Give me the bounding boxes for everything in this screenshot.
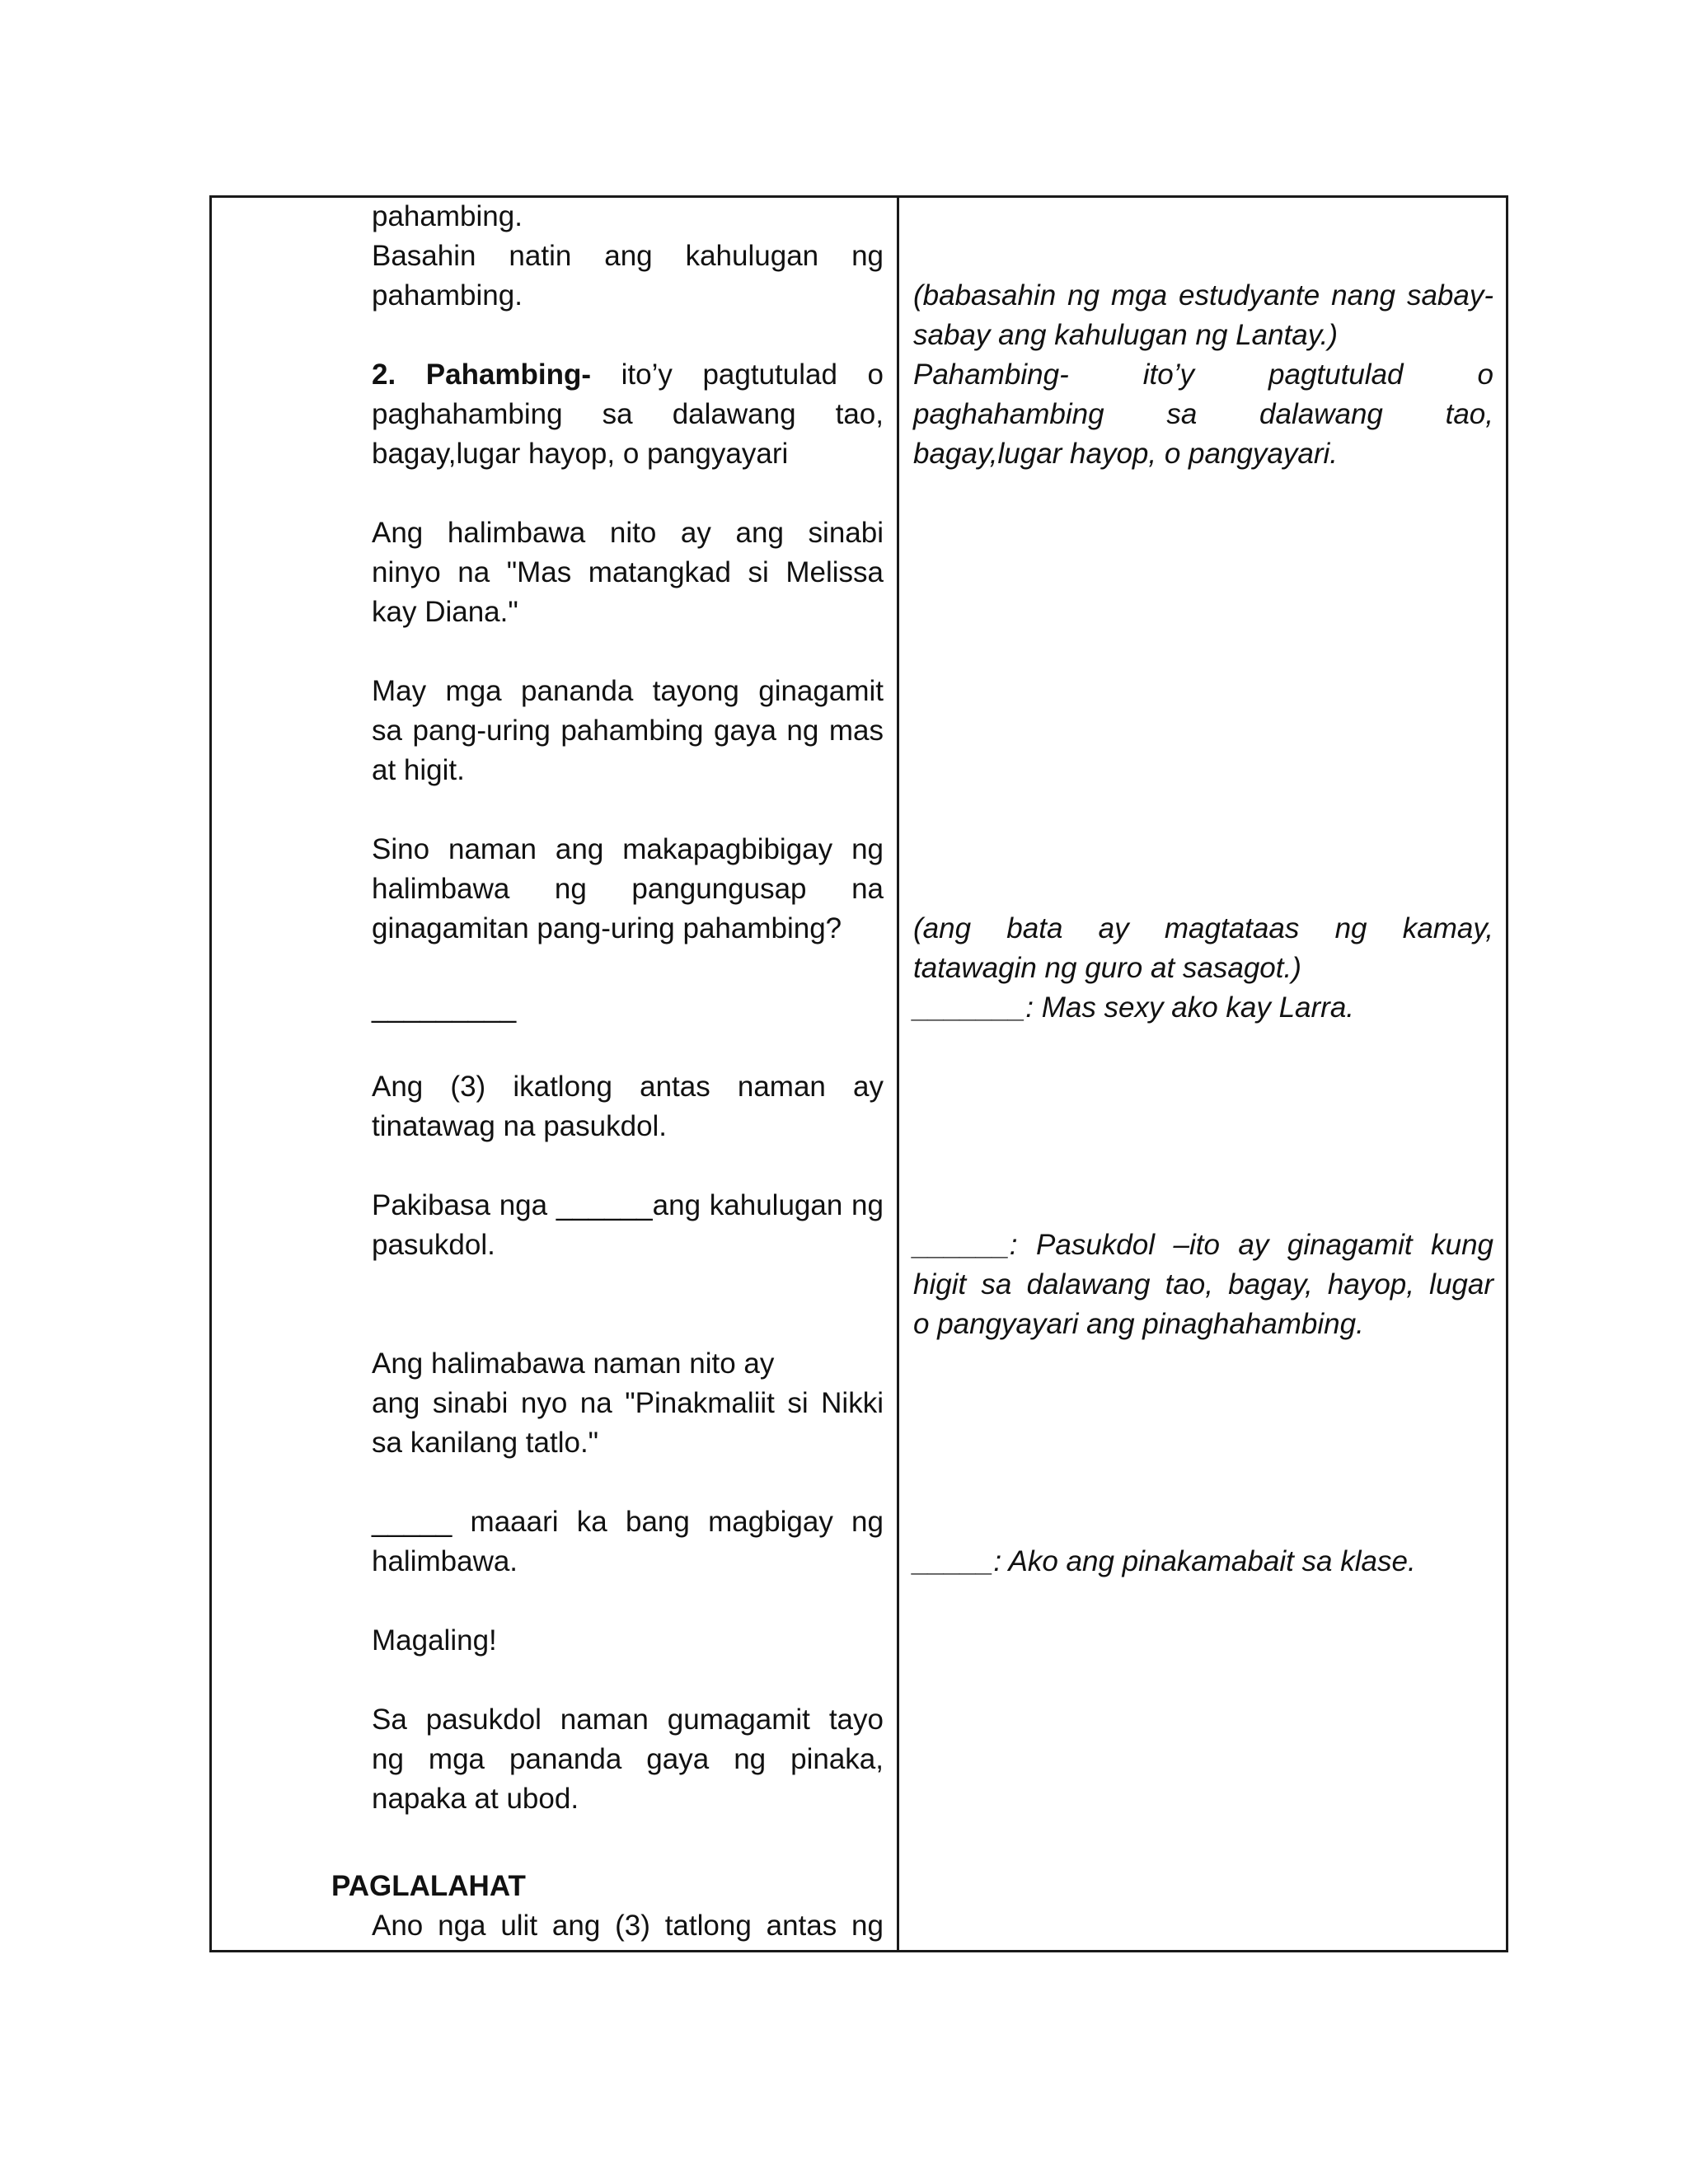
left-text-line: pasukdol. [372,1229,495,1261]
left-text-line: Ano nga ulit ang (3) tatlong antas ng [372,1910,884,1942]
left-text-line: at higit. [372,754,465,786]
right-text-line: Pahambing- ito’y pagtutulad o [913,359,1493,391]
left-text-line: Magaling! [372,1624,497,1657]
left-text-line: ng mga pananda gaya ng pinaka, [372,1743,884,1775]
left-text-line: halimbawa. [372,1545,518,1577]
left-text-line: sa pang-uring pahambing gaya ng mas [372,715,884,747]
item-number: 2. [372,359,396,391]
term-pahambing: Pahambing- [425,359,592,391]
column-divider [897,195,899,1952]
right-text-line: _______: Mas sexy ako kay Larra. [913,991,1355,1024]
left-text-line: ginagamitan pang-uring pahambing? [372,912,842,944]
section-heading-paglalahat: PAGLALAHAT [331,1870,526,1902]
right-text-line: (ang bata ay magtataas ng kamay, [913,912,1493,944]
right-text-line: sabay ang kahulugan ng Lantay.) [913,319,1339,351]
left-text-line: Pakibasa nga ______ang kahulugan ng [372,1189,884,1221]
left-text-line: paghahambing sa dalawang tao, [372,398,884,430]
right-text-line: o pangyayari ang pinaghahambing. [913,1308,1364,1340]
left-text-line: _____ maaari ka bang magbigay ng [372,1506,884,1538]
definition-text: ito’y pagtutulad o [621,359,884,391]
left-text-line: Basahin natin ang kahulugan ng [372,240,884,272]
right-text-line: higit sa dalawang tao, bagay, hayop, lugar [913,1268,1493,1301]
left-text-line: pahambing. [372,200,523,232]
left-text-line: kay Diana." [372,596,518,628]
left-text-line: Ang halimabawa naman nito ay [372,1347,775,1380]
right-text-line: paghahambing sa dalawang tao, [913,398,1493,430]
pahambing-definition-line [372,355,884,395]
left-text-line: tinatawag na pasukdol. [372,1110,668,1142]
right-text-line: tatawagin ng guro at sasagot.) [913,952,1301,984]
right-text-line: ______: Pasukdol –ito ay ginagamit kung [913,1229,1493,1261]
right-text-line: bagay,lugar hayop, o pangyayari. [913,438,1338,470]
left-text-line: bagay,lugar hayop, o pangyayari [372,438,789,470]
left-text-line: ninyo na "Mas matangkad si Melissa [372,556,884,588]
answer-blank: _________ [372,991,517,1024]
left-text-line: Ang (3) ikatlong antas naman ay [372,1071,884,1103]
left-text-line: halimbawa ng pangungusap na [372,873,884,905]
left-text-line: Ang halimbawa nito ay ang sinabi [372,517,884,549]
left-text-line: ang sinabi nyo na "Pinakmaliit si Nikki [372,1387,884,1419]
left-text-line: May mga pananda tayong ginagamit [372,675,884,707]
right-text-line: (babasahin ng mga estudyante nang sabay- [913,279,1493,312]
left-text-line: sa kanilang tatlo." [372,1427,599,1459]
left-text-line: napaka at ubod. [372,1783,579,1815]
left-text-line: pahambing. [372,279,523,312]
left-text-line: Sa pasukdol naman gumagamit tayo [372,1704,884,1736]
left-text-line: Sino naman ang makapagbibigay ng [372,833,884,865]
right-text-line: _____: Ako ang pinakamabait sa klase. [913,1545,1416,1577]
